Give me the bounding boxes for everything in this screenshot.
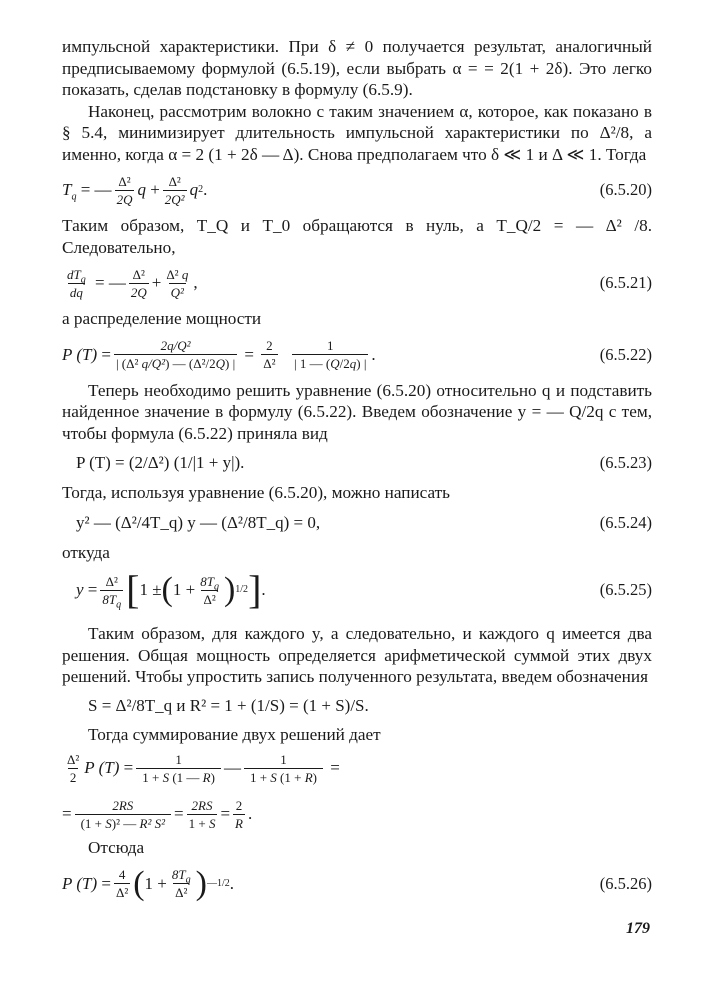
equation-number: (6.5.25)	[599, 580, 652, 599]
page-content	[62, 36, 652, 909]
equation-6-5-22: P (T) = $\frac{\text{2q/Q²}}{\text{| (Δ² q/Q²) — (Δ²/2Q) |}}$ = $\frac{2}{\text{Δ²}}$ $\frac{1}{| 1 — (Q/2q) |}$ . (6.5.22)	[62, 338, 652, 371]
equation-6-5-26: P (T) = $\frac{4}{\text{Δ²}}$ ( 1 + $\frac{8T_q}{\text{Δ²}}$ ) —1/2 . (6.5.26)	[62, 864, 652, 902]
page-number: 179	[626, 920, 650, 937]
equation-6-5-23	[62, 444, 652, 482]
paragraph-7: откуда	[62, 542, 110, 562]
equation-text: P (T) = (2/Δ²) (1/|1 + y|).	[76, 453, 245, 472]
equation-6-5-20: $T_q$ = — $\frac{\text{Δ²}}{2Q}$ q + $\frac{\text{Δ²}}{\text{2Q²}}$ q 2 . (6.5.20)	[62, 173, 652, 207]
paragraph-9: Тогда суммирование двух решений дает	[88, 724, 381, 744]
equation-number: (6.5.20)	[599, 180, 652, 199]
paragraph-2: Наконец, рассмотрим волокно с таким значением α, которое, как показано в § 5.4, минимизирует длительность импульсной характеристики по Δ²/8, а именно, когда α = 2 (1 + 2δ — Δ). Снова предполагаем что δ ≪ 1 и Δ ≪ 1. Тогда	[62, 101, 652, 164]
paragraph-5: Теперь необходимо решить уравнение (6.5.20) относительно q и подставить найденное значение в формулу (6.5.22). Введем обозначение y = — Q/2q с тем, чтобы формула (6.5.22) приняла вид	[62, 380, 652, 443]
equation-sum-line-2: = $\frac{2RS}{\text{(1 + S)² — R² S²}}$ = $\frac{2RS}{1 + S}$ = $\frac{2}{R}$ .	[62, 797, 253, 831]
paragraph-6: Тогда, используя уравнение (6.5.20), можно написать	[62, 483, 451, 502]
paragraph-1: импульсной характеристики. При δ ≠ 0 получается результат, аналогичный предписываемому формулой (6.5.19), если выбрать α = = 2(1 + 2δ). Это легко показать, сделав подстановку в формулу (6.5.9).	[62, 37, 652, 99]
equation-6-5-21: $\frac{dT_q}{dq}$ = — $\frac{\text{Δ²}}{2Q}$ + $\frac{\text{Δ² q}}{\text{Q²}}$ , (6.5.21)	[67, 266, 652, 300]
equation-text: S = Δ²/8T_q и R² = 1 + (1/S) = (1 + S)/S.	[88, 695, 369, 715]
paragraph-10: Отсюда	[88, 838, 145, 857]
paragraph-8: Таким образом, для каждого y, а следовательно, и каждого q имеется два решения. Общая мощность определяется арифметической суммой этих двух решений. Чтобы упростить запись полученного результата, введем обозначения	[62, 624, 652, 686]
equation-number: (6.5.22)	[599, 344, 652, 364]
equation-number: (6.5.23)	[599, 453, 652, 472]
equation-text: y² — (Δ²/4T_q) y — (Δ²/8T_q) = 0,	[76, 512, 321, 532]
equation-s-r-definitions	[62, 688, 652, 724]
equation-number: (6.5.26)	[599, 873, 652, 893]
equation-number: (6.5.24)	[599, 512, 652, 532]
equation-6-5-25: y = $\frac{\text{Δ²}}{8T_q}$ [ 1 ± ( 1 + $\frac{8T_q}{\text{Δ²}}$ ) 1/2 ] . (6.5.25)	[76, 567, 652, 612]
paragraph-4: а распределение мощности	[62, 309, 262, 328]
equation-6-5-24	[62, 504, 652, 542]
equation-number: (6.5.21)	[599, 273, 652, 292]
equation-sum-line-1: $\frac{\text{Δ²}}{2}$ P (T) = $\frac{1}{1 + S (1 — R)}$ — $\frac{1}{1 + S (1 + R)}$ =	[67, 751, 340, 785]
paragraph-3: Таким образом, T_Q и T_0 обращаются в нуль, а T_Q/2 = — Δ² /8. Следовательно,	[62, 216, 652, 257]
